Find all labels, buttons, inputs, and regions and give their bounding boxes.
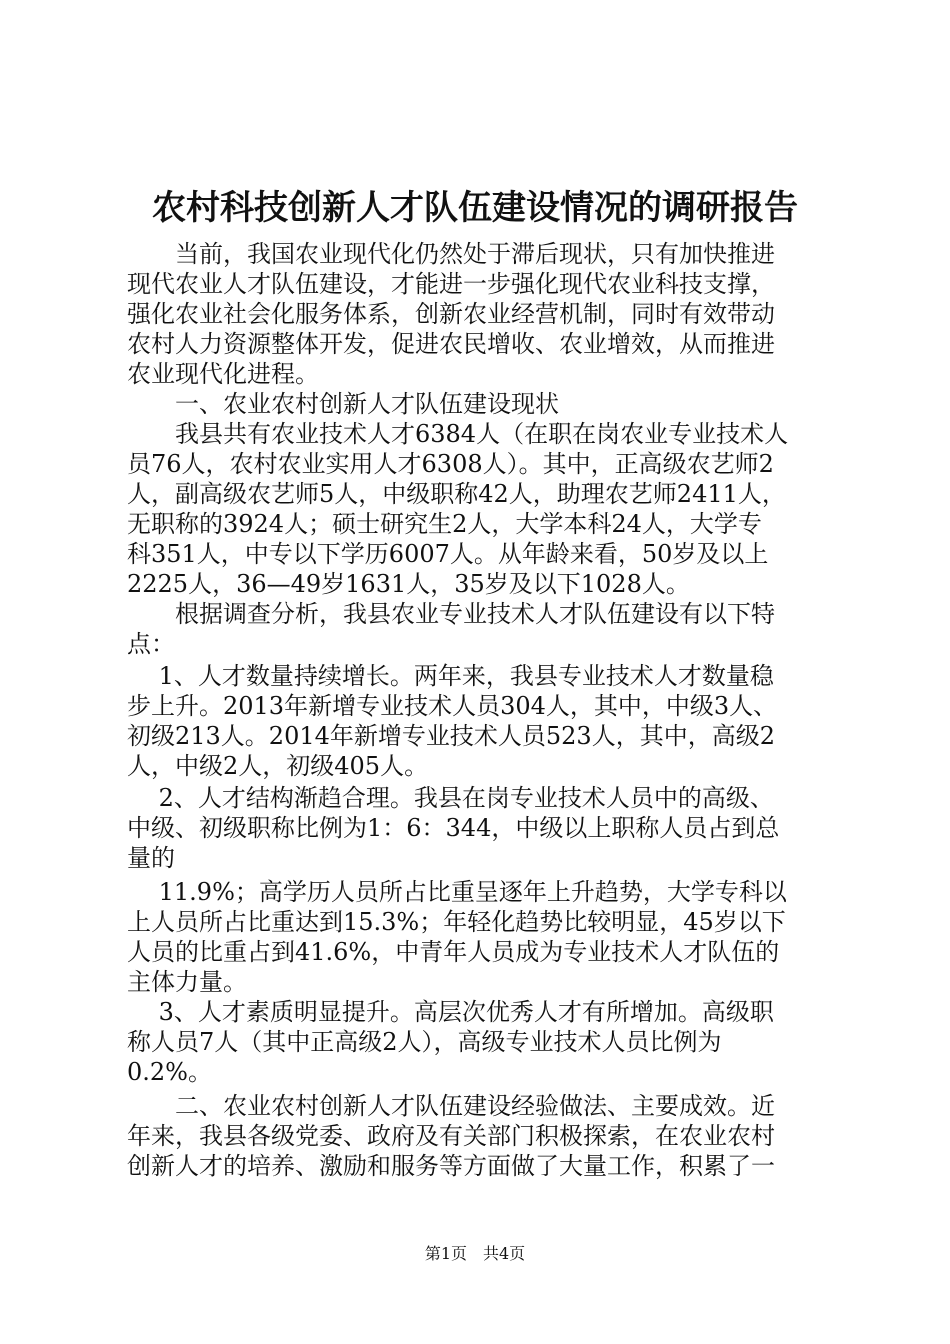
section-heading: 二、农业农村创新人才队伍建设经验做法、主要成效。近	[127, 1092, 775, 1120]
body-line: 农村人力资源整体开发，促进农民增收、农业增效，从而推进	[127, 330, 775, 358]
body-line: 农业现代化进程。	[127, 360, 319, 388]
body-line: 步上升。2013年新增专业技术人员304人，其中，中级3人、	[127, 692, 778, 720]
body-line: 当前，我国农业现代化仍然处于滞后现状，只有加快推进	[127, 240, 775, 268]
body-line: 11.9%；高学历人员所占比重呈逐年上升趋势，大学专科以	[127, 878, 787, 906]
body-line: 3、人才素质明显提升。高层次优秀人才有所增加。高级职	[127, 998, 774, 1026]
body-line: 根据调查分析，我县农业专业技术人才队伍建设有以下特	[127, 600, 775, 628]
body-line: 初级213人。2014年新增专业技术人员523人，其中，高级2	[127, 722, 775, 750]
body-line: 创新人才的培养、激励和服务等方面做了大量工作，积累了一	[127, 1152, 775, 1180]
body-line: 点：	[127, 630, 175, 658]
page-number: 第1页 共4页	[424, 1244, 526, 1263]
body-line: 0.2%。	[127, 1058, 212, 1086]
body-line: 人，副高级农艺师5人，中级职称42人，助理农艺师2411人，	[127, 480, 786, 508]
body-line: 量的	[127, 844, 175, 872]
document-body	[127, 239, 832, 1181]
body-line: 现代农业人才队伍建设，才能进一步强化现代农业科技支撑，	[127, 270, 775, 298]
body-line: 人，中级2人，初级405人。	[127, 752, 429, 780]
body-line: 强化农业社会化服务体系，创新农业经营机制，同时有效带动	[127, 300, 775, 328]
body-line: 无职称的3924人；硕士研究生2人，大学本科24人，大学专	[127, 510, 762, 538]
body-line: 科351人，中专以下学历6007人。从年龄来看，50岁及以上	[127, 540, 769, 568]
body-line: 2225人，36—49岁1631人，35岁及以下1028人。	[127, 570, 690, 598]
body-line: 我县共有农业技术人才6384人（在职在岗农业专业技术人	[127, 420, 789, 448]
body-line: 1、人才数量持续增长。两年来，我县专业技术人才数量稳	[127, 662, 774, 690]
document-title: 农村科技创新人才队伍建设情况的调研报告	[152, 188, 798, 228]
body-line: 2、人才结构渐趋合理。我县在岗专业技术人员中的高级、	[127, 784, 774, 812]
section-heading: 一、农业农村创新人才队伍建设现状	[127, 390, 559, 418]
body-line: 员76人，农村农业实用人才6308人）。其中，正高级农艺师2	[127, 450, 774, 478]
body-line: 称人员7人（其中正高级2人），高级专业技术人员比例为	[127, 1028, 722, 1056]
body-line: 上人员所占比重达到15.3%；年轻化趋势比较明显，45岁以下	[127, 908, 786, 936]
body-line: 年来，我县各级党委、政府及有关部门积极探索，在农业农村	[127, 1122, 775, 1150]
body-line: 中级、初级职称比例为1：6：344，中级以上职称人员占到总	[127, 814, 780, 842]
body-line: 人员的比重占到41.6%，中青年人员成为专业技术人才队伍的	[127, 938, 780, 966]
body-line: 主体力量。	[127, 968, 247, 996]
